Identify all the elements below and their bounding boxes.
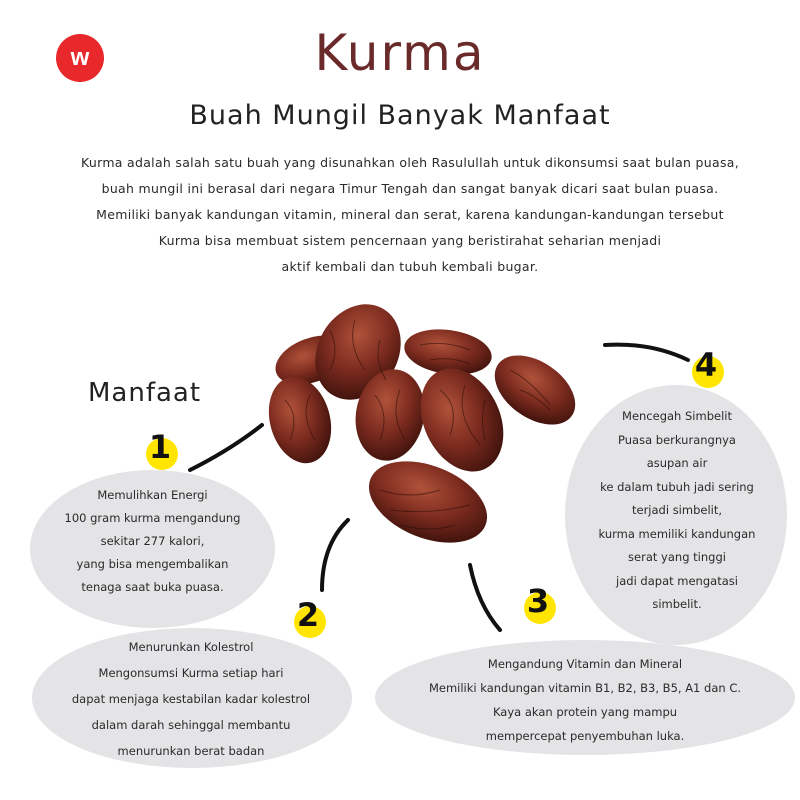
benefit-line: menurunkan berat badan [117, 744, 265, 758]
benefit-line: kurma memiliki kandungan [598, 526, 756, 541]
benefit-line: Menurunkan Kolestrol [128, 640, 254, 654]
benefit-line: ke dalam tubuh jadi sering [600, 479, 754, 494]
number-label: 1 [148, 428, 172, 466]
intro-line: Memiliki banyak kandungan vitamin, mineral dan serat, karena kandungan-kandungan tersebut [96, 207, 724, 222]
page-title: Kurma [314, 24, 486, 82]
connector-2 [322, 520, 348, 590]
benefit-line: Mengandung Vitamin dan Mineral [487, 657, 683, 671]
intro-line: Kurma bisa membuat sistem pencernaan yang beristirahat seharian menjadi [158, 233, 662, 248]
number-label: 3 [526, 582, 550, 620]
manfaat-heading: Manfaat [88, 378, 202, 408]
benefit-line: yang bisa mengembalikan [76, 557, 229, 571]
benefit-1-text [40, 484, 265, 599]
benefit-line: jadi dapat mengatasi [616, 573, 738, 588]
benefit-line: asupan air [646, 456, 708, 470]
page-subtitle: Buah Mungil Banyak Manfaat [189, 100, 611, 131]
benefit-4-number [684, 346, 728, 390]
benefit-line: Mencegah Simbelit [622, 409, 732, 423]
benefit-line: Mengonsumsi Kurma setiap hari [98, 666, 284, 680]
dates-fruit-icon [260, 289, 588, 559]
benefit-line: Puasa berkurangnya [618, 432, 736, 447]
benefit-4-text [572, 405, 782, 617]
benefit-1-number [138, 428, 182, 472]
intro-line: aktif kembali dan tubuh kembali bugar. [281, 259, 539, 274]
intro-line: buah mungil ini berasal dari negara Timur Tengah dan sangat banyak dicari saat bulan puasa. [101, 181, 719, 196]
benefit-line: dapat menjaga kestabilan kadar kolestrol [71, 692, 311, 706]
number-label: 4 [694, 346, 718, 384]
benefit-line: Memulihkan Energi [97, 488, 208, 502]
benefit-line: sekitar 277 kalori, [100, 534, 205, 548]
benefit-line: simbelit. [652, 597, 702, 611]
benefit-line: Kaya akan protein yang mampu [492, 705, 678, 719]
benefit-line: dalam darah sehinggal membantu [91, 718, 291, 732]
number-label: 2 [296, 596, 320, 634]
intro-line: Kurma adalah salah satu buah yang disunahkan oleh Rasulullah untuk dikonsumsi saat bulan puasa, [81, 155, 739, 170]
connector-3 [470, 565, 500, 630]
benefit-line: tenaga saat buka puasa. [81, 580, 224, 594]
benefit-3-number [516, 582, 560, 626]
logo-letter: w [70, 44, 90, 71]
benefit-2-text [36, 634, 346, 764]
connector-1 [190, 425, 262, 470]
connector-4 [605, 345, 688, 360]
benefit-line: Memiliki kandungan vitamin B1, B2, B3, B5, A1 dan C. [428, 681, 742, 695]
benefit-line: terjadi simbelit, [631, 503, 723, 517]
benefit-line: serat yang tinggi [628, 550, 726, 564]
benefit-line: mempercepat penyembuhan luka. [485, 729, 685, 743]
benefit-3-text [380, 652, 790, 748]
benefit-line: 100 gram kurma mengandung [64, 511, 241, 525]
